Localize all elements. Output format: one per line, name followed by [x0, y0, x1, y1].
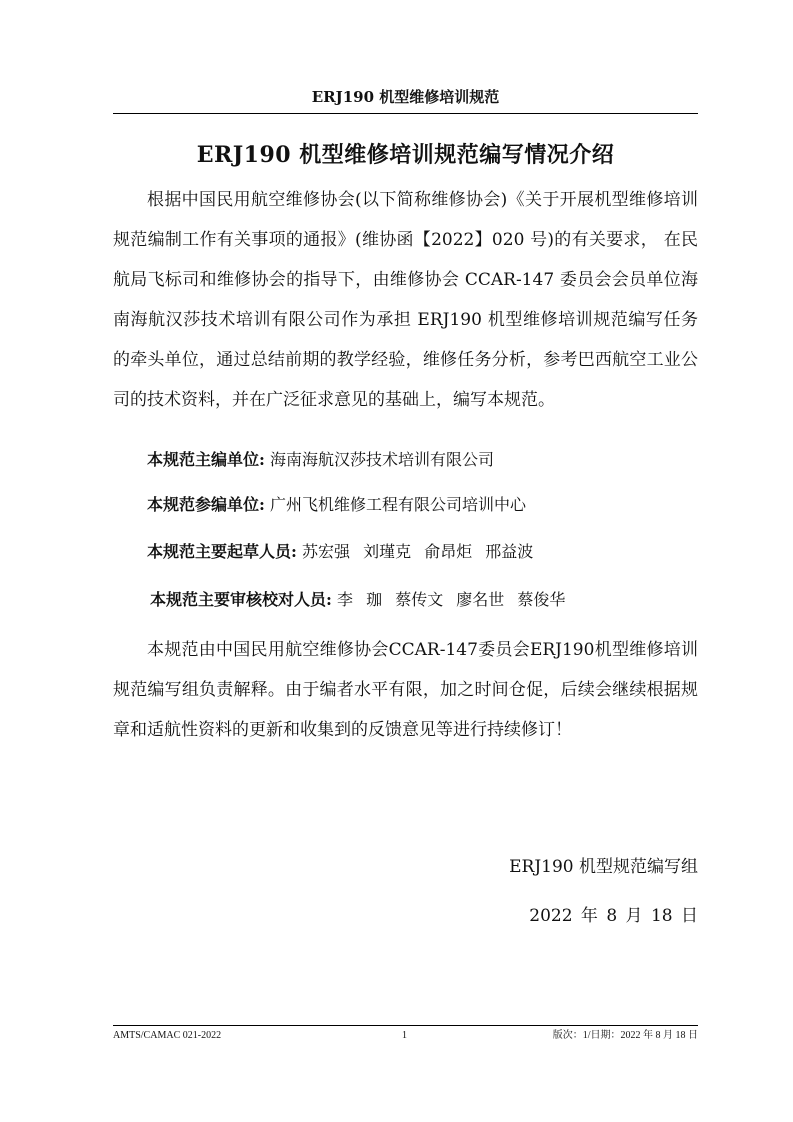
credit-chief-editor-unit: [147, 448, 707, 472]
credit-value: 广州飞机维修工程有限公司培训中心: [270, 495, 527, 514]
credit-label: 本规范主要起草人员:: [147, 542, 297, 561]
credit-value: 苏宏强 刘瑾克 俞昂炬 邢益波: [302, 542, 534, 561]
credit-value: 李 珈 蔡传文 廖名世 蔡俊华: [337, 590, 566, 609]
header-rule: [113, 113, 698, 114]
footer-doc-code: AMTS/CAMAC 021-2022: [113, 1030, 222, 1041]
credit-label: 本规范主要审核校对人员:: [150, 590, 332, 609]
credit-co-editor-unit: [147, 493, 707, 517]
signature-date: 2022 年 8 月 18 日: [529, 906, 698, 926]
intro-paragraph: 根据中国民用航空维修协会(以下简称维修协会)《关于开展机型维修培训规范编制工作有关事项的通报》(维协函【2022】020 号)的有关要求， 在民航局飞标司和维修协会的指导下，由维修协会 CCAR-147 委员会会员单位海南海航汉莎技术培训有限公司作为承担 ERJ190 机型维修培训规范编写任务的牵头单位，通过总结前期的教学经验，维修任务分析，参考巴西航空工业公司的技术资料，并在广泛征求意见的基础上，编写本规范。: [113, 190, 698, 410]
signature-group: ERJ190 机型规范编写组: [509, 857, 698, 877]
closing-paragraph: 本规范由中国民用航空维修协会CCAR-147委员会ERJ190机型维修培训规范编写组负责解释。由于编者水平有限，加之时间仓促，后续会继续根据规章和适航性资料的更新和收集到的反馈意见等进行持续修订！: [113, 640, 698, 740]
credit-label: 本规范参编单位:: [147, 495, 265, 514]
credit-main-reviewers: [150, 588, 710, 612]
footer-page-number: 1: [402, 1030, 407, 1041]
credit-label: 本规范主编单位:: [147, 450, 265, 469]
footer-revision: 版次：1/日期：2022 年 8 月 18 日: [552, 1030, 698, 1041]
footer-rule: [113, 1025, 698, 1026]
credit-value: 海南海航汉莎技术培训有限公司: [270, 450, 495, 469]
running-header-title: ERJ190 机型维修培训规范: [311, 88, 500, 106]
document-title: ERJ190 机型维修培训规范编写情况介绍: [196, 142, 615, 168]
credit-main-drafters: [147, 540, 707, 564]
